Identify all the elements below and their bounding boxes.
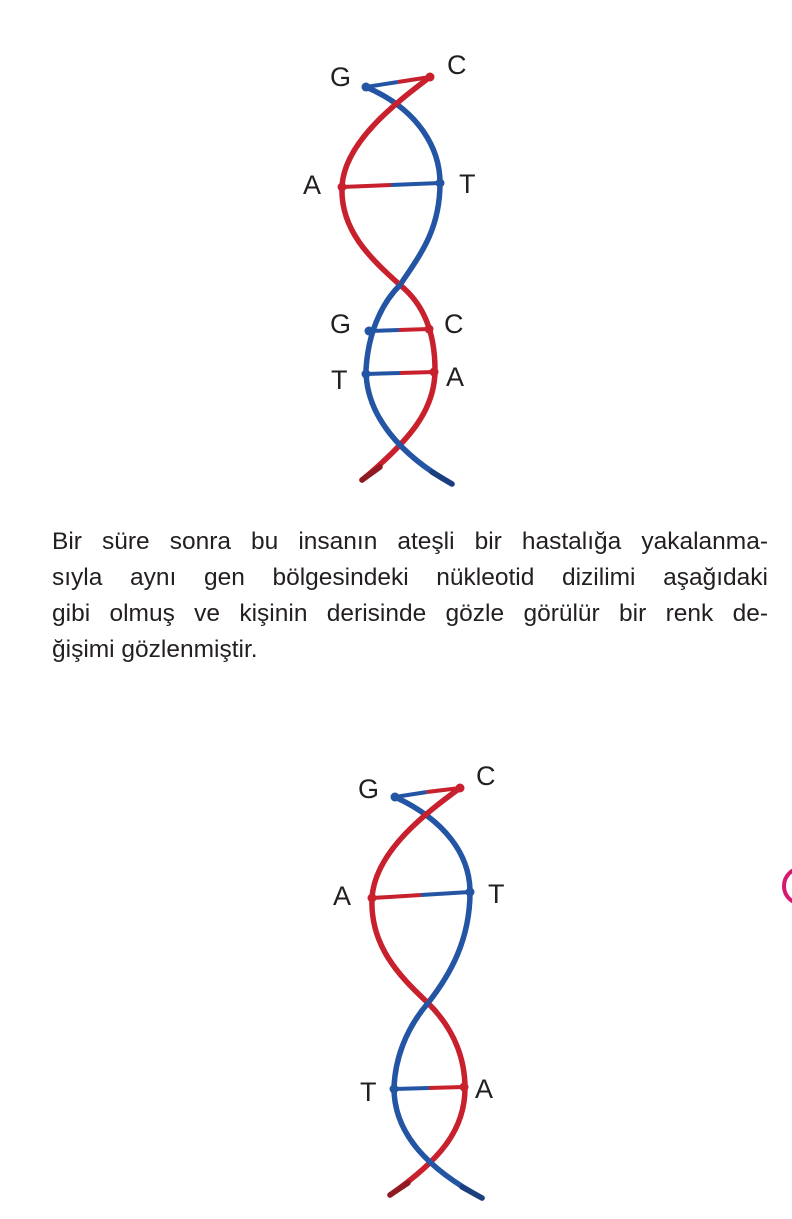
- base-label-left: G: [330, 309, 352, 339]
- base-label-right: C: [444, 309, 464, 339]
- paragraph-line: Bir süre sonra bu insanın ateşli bir hastalığa yakalanma-: [52, 528, 768, 555]
- base-label-left: T: [360, 1077, 377, 1107]
- red-strand-upper: [342, 77, 430, 285]
- base-label-left: A: [333, 881, 352, 911]
- red-strand-lower: [390, 1003, 465, 1195]
- red-strand-lower: [362, 285, 435, 480]
- blue-strand-lower: [394, 1003, 482, 1198]
- paragraph-line: sıyla aynı gen bölgesindeki nükleotid dizilimi aşağıdaki: [52, 564, 768, 591]
- blue-strand-lower: [366, 285, 452, 484]
- bond-t-a: [362, 368, 439, 379]
- description-paragraph: [52, 524, 768, 668]
- base-label-right: C: [447, 50, 467, 80]
- base-label-right: T: [459, 169, 476, 199]
- paragraph-line: ğişimi gözlenmiştir.: [52, 636, 258, 663]
- bond-t-a: [390, 1083, 469, 1094]
- base-label-right: A: [446, 362, 465, 392]
- base-label-right: A: [475, 1074, 494, 1104]
- bond-a-t: [368, 888, 475, 903]
- base-label-right: C: [476, 761, 496, 791]
- base-label-left: G: [330, 62, 352, 92]
- base-label-right: T: [488, 879, 505, 909]
- paragraph-line: gibi olmuş ve kişinin derisinde gözle görülür bir renk de-: [52, 600, 768, 627]
- bond-a-t: [338, 179, 445, 192]
- base-label-left: T: [331, 365, 348, 395]
- blue-strand-upper: [395, 797, 470, 1003]
- base-label-left: A: [303, 170, 322, 200]
- dna-diagram-after: [0, 755, 792, 1219]
- base-label-left: G: [358, 774, 380, 804]
- dna-diagram-before: [0, 0, 792, 500]
